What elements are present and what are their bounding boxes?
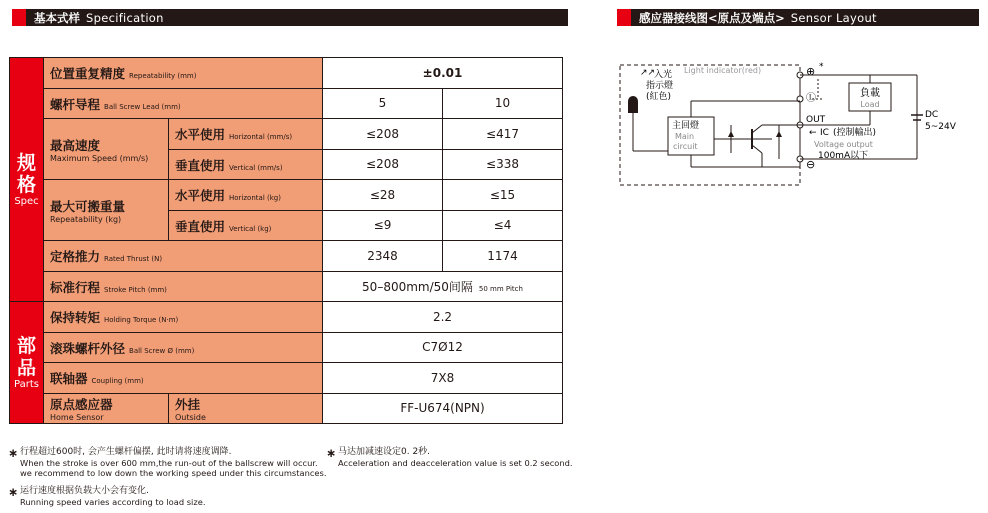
table-row <box>10 88 563 119</box>
payload-h-2: ≤15 <box>443 180 563 211</box>
table-row <box>10 332 563 363</box>
row-label <box>44 332 323 363</box>
label-zh: 最大可搬重量 <box>50 199 126 214</box>
table-row <box>10 363 563 394</box>
layout-header-zh: 感应器接线图<原点及端点> <box>639 10 785 25</box>
control-label: (控制輸出) <box>833 128 877 138</box>
plus-label: ⊕ <box>806 65 816 78</box>
sub-label <box>169 393 323 424</box>
stroke-value: 50–800mm/50间隔 <box>362 279 473 294</box>
header-red-mark <box>617 9 631 26</box>
speed-v-2: ≤338 <box>443 149 563 180</box>
note-en: Running speed varies according to load size. <box>20 496 206 507</box>
ic-arrow-icon: ← <box>809 128 817 138</box>
label-zh: 标准行程 <box>50 279 101 295</box>
sub-label <box>169 180 323 211</box>
l-label: Ⓛ <box>806 93 816 104</box>
torque-value: 2.2 <box>323 302 563 333</box>
spec-header-en: Specification <box>86 10 164 25</box>
label-en: Rated Thrust (N) <box>104 255 163 264</box>
speed-h-1: ≤208 <box>323 119 443 150</box>
label-en: Holding Torque (N·m) <box>104 316 179 325</box>
group-spec-en: Spec <box>14 196 39 207</box>
label-en: Horizontal (kg) <box>229 194 281 203</box>
row-label <box>44 363 323 394</box>
row-label <box>44 302 323 333</box>
spec-table <box>9 57 563 424</box>
label-en: Repeatability (mm) <box>129 72 197 81</box>
speed-v-1: ≤208 <box>323 149 443 180</box>
label-en: Horizontal (mm/s) <box>229 133 293 142</box>
main-zh: 主回燈 <box>672 121 700 131</box>
light-arrows-icon: ↗↗ <box>640 68 656 78</box>
table-row <box>10 119 563 150</box>
row-label <box>44 241 323 272</box>
label-zh: 最高速度 <box>50 138 101 153</box>
current-label: 100mA以下 <box>818 151 869 161</box>
note-accel <box>326 447 576 468</box>
note-speed <box>8 486 328 507</box>
thrust-value-2: 1174 <box>443 241 563 272</box>
label-en: Vertical (kg) <box>229 224 272 233</box>
payload-h-1: ≤28 <box>323 180 443 211</box>
label-zh: 螺杆导程 <box>50 96 101 112</box>
out-label: OUT <box>806 115 826 125</box>
note-en: we recommend to low down the working speed under this circumstances. <box>20 468 327 478</box>
group-parts-en: Parts <box>14 379 39 390</box>
led-icon <box>628 96 638 113</box>
table-row <box>10 393 563 424</box>
diameter-value: C7Ø12 <box>323 332 563 363</box>
lead-value-1: 5 <box>323 88 443 119</box>
lead-value-2: 10 <box>443 88 563 119</box>
label-en: Maximum Speed (mm/s) <box>50 154 149 163</box>
label-zh: 垂直使用 <box>175 157 226 173</box>
label-en: Ball Screw Ø (mm) <box>129 346 195 355</box>
spec-header-zh: 基本式样 <box>34 10 80 25</box>
main-en-2: circuit <box>673 142 698 151</box>
row-label <box>44 180 169 241</box>
speed-h-2: ≤417 <box>443 119 563 150</box>
asterisk-label: * <box>819 62 824 72</box>
sensor-value: FF-U674(NPN) <box>323 393 563 424</box>
spec-header <box>12 9 568 26</box>
label-zh: 水平使用 <box>175 127 226 143</box>
label-en: Coupling (mm) <box>91 377 144 386</box>
dc-label: DC <box>925 110 939 120</box>
load-en: Load <box>860 100 880 109</box>
table-row <box>10 271 563 302</box>
group-spec <box>10 58 44 302</box>
label-zh: 垂直使用 <box>175 218 226 234</box>
note-zh: 行程超过600时, 会产生螺杆偏摆, 此时请将速度调降. <box>20 447 232 457</box>
label-zh: 位置重复精度 <box>50 66 126 82</box>
label-en: Home Sensor <box>50 413 104 423</box>
table-row <box>10 58 563 89</box>
row-label <box>44 58 323 89</box>
table-row <box>10 241 563 272</box>
transistor-icon <box>752 145 762 153</box>
thrust-value-1: 2348 <box>323 241 443 272</box>
label-en: Stroke Pitch (mm) <box>104 285 167 294</box>
payload-v-1: ≤9 <box>323 210 443 241</box>
asterisk-icon: ∗ <box>8 446 19 460</box>
sub-label <box>169 149 323 180</box>
repeatability-value: ±0.01 <box>323 58 563 89</box>
transistor-icon <box>752 125 762 133</box>
layout-header-en: Sensor Layout <box>790 10 877 25</box>
label-zh: 原点感应器 <box>50 397 113 413</box>
row-label <box>44 119 169 180</box>
table-row <box>10 180 563 211</box>
minus-label: ⊖ <box>806 158 816 171</box>
light-label: 入光 <box>654 70 673 80</box>
ic-label: IC <box>820 128 829 138</box>
dc-range: 5~24V <box>925 122 956 132</box>
group-spec-zh: 规格 <box>16 152 36 196</box>
stroke-value-cell <box>323 271 563 302</box>
coupling-value: 7X8 <box>323 363 563 394</box>
main-en-1: Main <box>675 132 695 141</box>
label-en: Outside <box>175 413 206 423</box>
indicator-zh: 指示燈 <box>646 81 674 91</box>
asterisk-icon: ∗ <box>326 446 337 460</box>
row-label <box>44 88 323 119</box>
label-en: Ball Screw Lead (mm) <box>104 102 181 111</box>
note-stroke <box>8 447 328 479</box>
label-zh: 外挂 <box>175 397 201 413</box>
row-label <box>44 271 323 302</box>
table-row <box>10 302 563 333</box>
sensor-circuit-diagram <box>612 55 962 195</box>
note-en: Acceleration and deacceleration value is set 0.2 second. <box>338 457 573 468</box>
voltage-label: Voltage output <box>814 140 873 149</box>
label-zh: 保持转矩 <box>50 310 101 326</box>
note-zh: 马达加减速设定0. 2秒. <box>338 447 431 457</box>
sub-label <box>169 119 323 150</box>
payload-v-2: ≤4 <box>443 210 563 241</box>
note-zh: 运行速度根据负载大小会有变化. <box>20 486 149 496</box>
asterisk-icon: ∗ <box>8 485 19 499</box>
label-zh: 滚珠螺杆外径 <box>50 340 126 356</box>
indicator-red: (紅色) <box>646 92 672 102</box>
label-zh: 水平使用 <box>175 188 226 204</box>
header-red-mark <box>12 9 26 26</box>
stroke-pitch: 50 mm Pitch <box>478 284 523 293</box>
group-parts <box>10 302 44 424</box>
group-parts-zh: 部品 <box>16 335 36 379</box>
label-en: Vertical (mm/s) <box>229 163 283 172</box>
sub-label <box>169 210 323 241</box>
row-label <box>44 393 169 424</box>
layout-header <box>617 9 979 26</box>
note-en: When the stroke is over 600 mm,the run-out of the ballscrew will occur. <box>20 457 318 468</box>
load-zh: 負載 <box>860 88 880 99</box>
label-zh: 定格推力 <box>50 249 101 265</box>
label-en: Repeatability (kg) <box>50 215 122 224</box>
indicator-en: Light indicator(red) <box>684 66 762 75</box>
label-zh: 联轴器 <box>50 371 88 387</box>
